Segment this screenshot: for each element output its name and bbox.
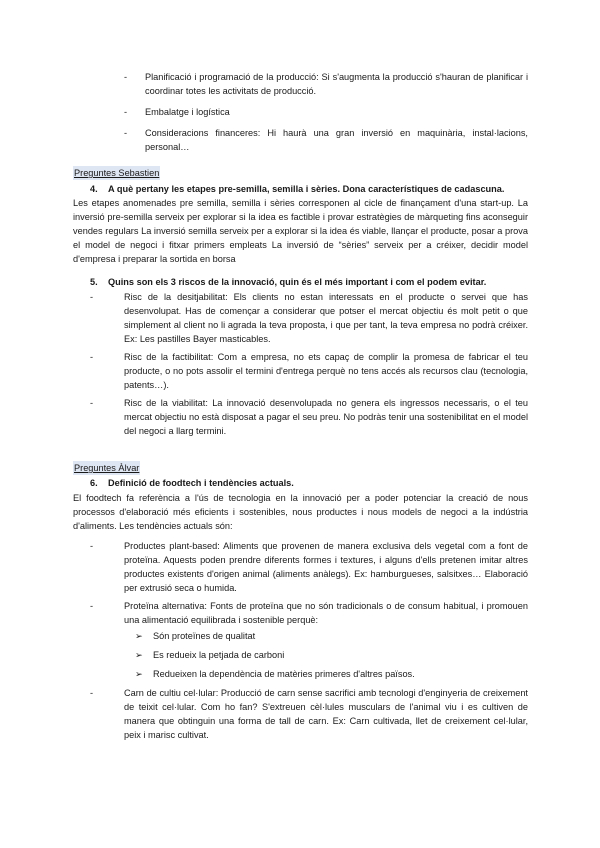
question-4-heading [90,182,530,196]
question-5-heading [90,275,530,289]
question-title: A què pertany les etapes pre-semilla, semilla i sèries. Dona característiques de cadascuna. [108,184,505,194]
question-number: 4. [90,184,98,194]
list-item: - Consideracions financeres: Hi haurà una gran inversió en maquinària, instal·lacions, personal… [124,128,528,152]
benefit-sub-list [124,629,528,681]
question-title: Quins son els 3 riscos de la innovació, quin és el més important i com el podem evitar. [108,277,487,287]
dash-bullet: - [90,541,94,551]
sub-list-item: ➢ Es redueix la petjada de carboni [135,650,285,660]
list-item: - Planificació i programació de la producció: Si s'augmenta la producció s'hauran de planificar i coordinar totes les activitats de producció. [124,72,528,96]
sub-list-item: ➢ Són proteïnes de qualitat [135,631,256,641]
dash-bullet: - [90,688,94,698]
list-item: - Risc de la desitjabilitat: Els clients no estan interessats en el producte o servei que has desenvolupat. Has de començar a considerar que potser el mercat objectiu és molt petit o que simplement al client no li agrada la teva proposta, i que per tant, la teva empresa no podrà créixer. Ex: Les pastilles Bayer masticables. [90,292,528,344]
question-number: 6. [90,478,98,488]
list-item: - Risc de la factibilitat: Com a empresa, no ets capaç de complir la promesa de fabricar el teu producte, o no pots assolir el termini d'entrega perquè no tens accés als recursos clau (tecnologia, patents…). [90,352,528,390]
question-4-answer: Les etapes anomenades pre semilla, semilla i sèries corresponen al cicle de finançament d'una start-up. La inversió pre-semilla serveix per explorar si la idea es factible i provar estratègies de màrqueting fins aconseguir vendes regulars La inversió semilla serveix per a explorar si la idea és viable, llançar el producte, posar a prova el model de negoci i fitxar primers empleats La inversió de “sèries” serveix per a créixer, decidir model d'empresa i preparar la sortida en borsa [73,198,528,264]
trend-list [90,539,528,746]
question-6-heading [90,476,530,490]
question-title: Definició de foodtech i tendències actuals. [108,478,294,488]
list-item: - Embalatge i logística [124,107,230,117]
list-item: - Carn de cultiu cel·lular: Producció de carn sense sacrifici amb tecnologi d'enginyeria de creixement de teixit cel·lular. Com ho fan? S'extreuen cèl·lules musculars de l'animal viu i es cultiven de manera que obtinguin una forma de tall de carn. Ex: Carn cultivada, llet de creixement cel·lular, peix i marisc cultivat. [90,688,528,740]
arrow-bullet-icon: ➢ [135,631,143,641]
arrow-bullet-icon: ➢ [135,669,143,679]
dash-bullet: - [124,107,128,117]
question-6-answer: El foodtech fa referència a l'ús de tecnologia en la innovació per a poder potenciar la creació de nous processos d'elaboració més eficients i sostenibles, nous productes i nous models de negoci a la indústria d'aliments. Les tendències actuals són: [73,493,528,531]
question-number: 5. [90,277,98,287]
list-item: - Risc de la viabilitat: La innovació desenvolupada no genera els ingressos necessaris, o el teu mercat objectiu no està disposat a pagar el seu preu. No podràs tenir una sostenibilitat en el model del negoci a llarg termini. [90,398,528,436]
arrow-bullet-icon: ➢ [135,650,143,660]
top-bullet-list [124,70,528,161]
dash-bullet: - [90,352,94,362]
list-item: - Productes plant-based: Aliments que provenen de manera exclusiva dels vegetal com a font de proteïna. Aquests poden prendre diferents formes i textures, i alguns d'ells pretenen imitar altres productes existents d'origen animal (aliments anàlegs). Ex: hamburgueses, salsitxes… Elaboració per extrusió seca o humida. [90,541,528,593]
dash-bullet: - [90,601,94,611]
risk-list [90,290,528,442]
section-heading-alvar: Preguntes Àlvar [74,463,140,473]
sub-list-item: ➢ Redueixen la dependència de matèries primeres d'altres països. [135,669,415,679]
section-heading-sebastien: Preguntes Sebastien [74,168,160,178]
dash-bullet: - [124,128,128,138]
dash-bullet: - [90,292,94,302]
dash-bullet: - [124,72,128,82]
dash-bullet: - [90,398,94,408]
list-item: - Proteïna alternativa: Fonts de proteïna que no són tradicionals o de consum habitual, i promouen una alimentació equilibrada i sostenible perquè: ➢ Són proteïnes de qualitat ➢ Es redueix la petjada de carboni ➢ Redueixen la dependència de matèries primeres d'altres països. [90,601,528,679]
